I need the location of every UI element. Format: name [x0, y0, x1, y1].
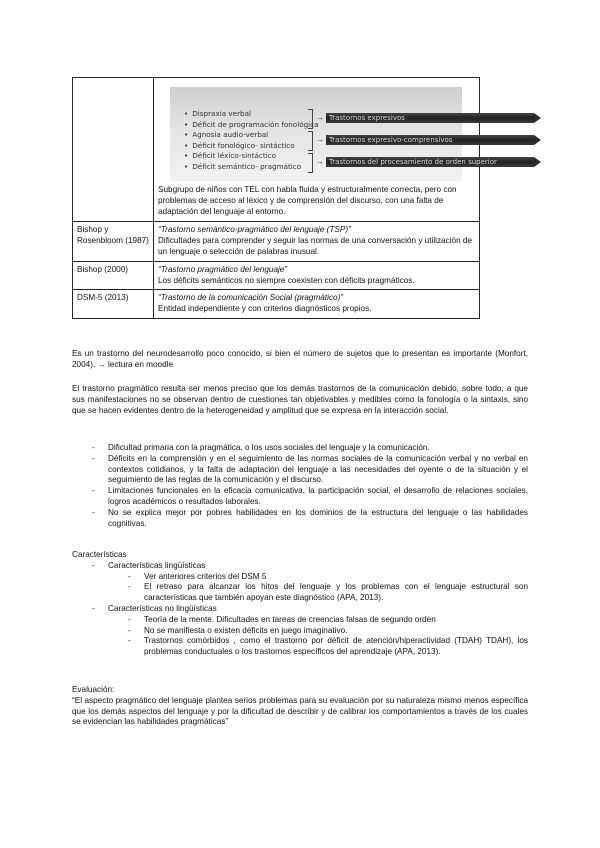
pragmatic-paragraph: El trastorno pragmático resulta ser menos preciso que los demás trastornos de la comunicación debido, sobre todo, a que sus manifestaciones no se observan dentro de cuestiones tan objetivables y medibles como la fonología o la sintaxis, sino que se hacen evidentes dentro de la heterogeneidad y amplitud que se expresa en la interacción social.: [72, 384, 528, 415]
list-item: • Dispraxia verbal: [184, 109, 319, 120]
table-row: [73, 261, 480, 290]
list-item: - Teoría de la mente. Dificultades en tareas de creencias falsas de segundo orden: [72, 615, 528, 626]
list-item: - No se explica mejor por pobres habilidades en los dominios de la estructura del lenguaje o las habilidades cognitivas.: [72, 508, 528, 530]
list-item: - Ver anteriores criterios del DSM 5: [72, 572, 528, 583]
list-item: • Déficit de programación fonológica: [184, 120, 319, 131]
table-row: [73, 222, 480, 261]
list-item: - Déficits en la comprensión y en el seguimiento de las normas sociales de la comunicación verbal y no verbal en contextos cotidianos, y la falta de adaptación del lenguaje a las necesidades del oyente o de la situación y el seguimiento de las reglas de la comunicación y el discurso.: [72, 454, 528, 486]
row-title: “Trastorno de la comunicación Social (pragmático)”: [158, 293, 344, 303]
category-bar: Trastornos expresivo-comprensivos: [326, 135, 534, 145]
list-item: • Agnosia audio-verbal: [184, 130, 319, 141]
row-title: “Trastorno semántico-pragmático del lenguaje (TSP)”: [158, 225, 351, 235]
row-description: Los déficits semánticos no siempre coexisten con déficits pragmáticos.: [158, 275, 415, 285]
author-cell: Bishop (2000): [73, 261, 154, 290]
subsection-heading: - Características lingüísticas: [72, 561, 528, 572]
list-item: - Limitaciones funcionales en la eficacia comunicativa, la participación social, el desarrollo de relaciones sociales, logros académicos o resultados laborales.: [72, 486, 528, 508]
section-heading: Evaluación:: [72, 685, 115, 694]
arrow-icon: →: [316, 135, 324, 144]
category-bar: Trastornos expresivos: [326, 113, 534, 123]
list-item: • Déficit léxico-sintáctico: [184, 151, 319, 162]
figure-cell: [154, 78, 497, 222]
list-item: • Déficit fonológico- sintáctico: [184, 141, 319, 152]
figure-list: [184, 109, 319, 172]
list-item: - No se manifiesta o existen déficits en juego imaginativo.: [72, 626, 528, 637]
brace: [308, 153, 313, 173]
intro-paragraph: Es un trastorno del neurodesarrollo poco conocido, si bien el número de sujetos que lo presentan es importante (Monfort, 2004). → lectura en moodle: [72, 349, 528, 369]
brace: [308, 109, 313, 129]
criteria-list: [72, 443, 528, 529]
author-cell: DSM-5 (2013): [73, 290, 154, 319]
row-description: Dificultades para comprender y seguir las normas de una conversación y utilización de un lenguaje o selección de palabras inusual.: [158, 236, 473, 256]
table-row: [73, 78, 480, 222]
characteristics-section: [72, 550, 528, 658]
author-cell: Bishop y Rosenbloom (1987): [73, 222, 154, 261]
brace: [308, 131, 313, 151]
arrow-icon: →: [316, 113, 324, 122]
category-bar: Trastornos del procesamiento de orden superior: [326, 157, 534, 167]
evaluation-section: [72, 685, 528, 728]
list-item: - El retraso para alcanzar los hitos del lenguaje y los problemas con el lenguaje estructural son características que también apoyan este diagnóstico (APA, 2013).: [72, 582, 528, 604]
row-title: “Trastorno pragmático del lenguaje”: [158, 264, 288, 274]
classification-table: [72, 77, 497, 319]
evaluation-quote: “El aspecto pragmático del lenguaje plantea serios problemas para su evaluación por su naturaleza mismo menos específica que los demás aspectos del lenguaje y por la dificultad de describir y de calibrar los comportamientos a través de los cuales se evidencian las habilidades pragmáticas”: [72, 695, 528, 727]
section-heading: Características: [72, 550, 127, 559]
table-row: [73, 290, 480, 319]
list-item: • Déficit semántico- pragmático: [184, 162, 319, 173]
subsection-heading: - Características no lingüísticas: [72, 604, 528, 615]
list-item: - Trastornos comórbidos , como el trastorno por déficit de atención/hiperactividad (TDAH) TDAH), los problemas conductuales o los trastornos específicos del aprendizaje (APA, 2013).: [72, 636, 528, 658]
row-description: Entidad independiente y con criterios diagnósticos propios.: [158, 304, 372, 314]
arrow-icon: →: [316, 157, 324, 166]
classification-figure: [158, 81, 497, 185]
subgroup-text: Subgrupo de niños con TEL con habla fluida y estructuralmente correcta, pero con problemas de acceso al léxico y de comprensión del discurso, con una falta de adaptación del lenguaje al entorno.: [158, 185, 457, 216]
list-item: - Dificultad primaria con la pragmática, o los usos sociales del lenguaje y la comunicación.: [72, 443, 528, 454]
